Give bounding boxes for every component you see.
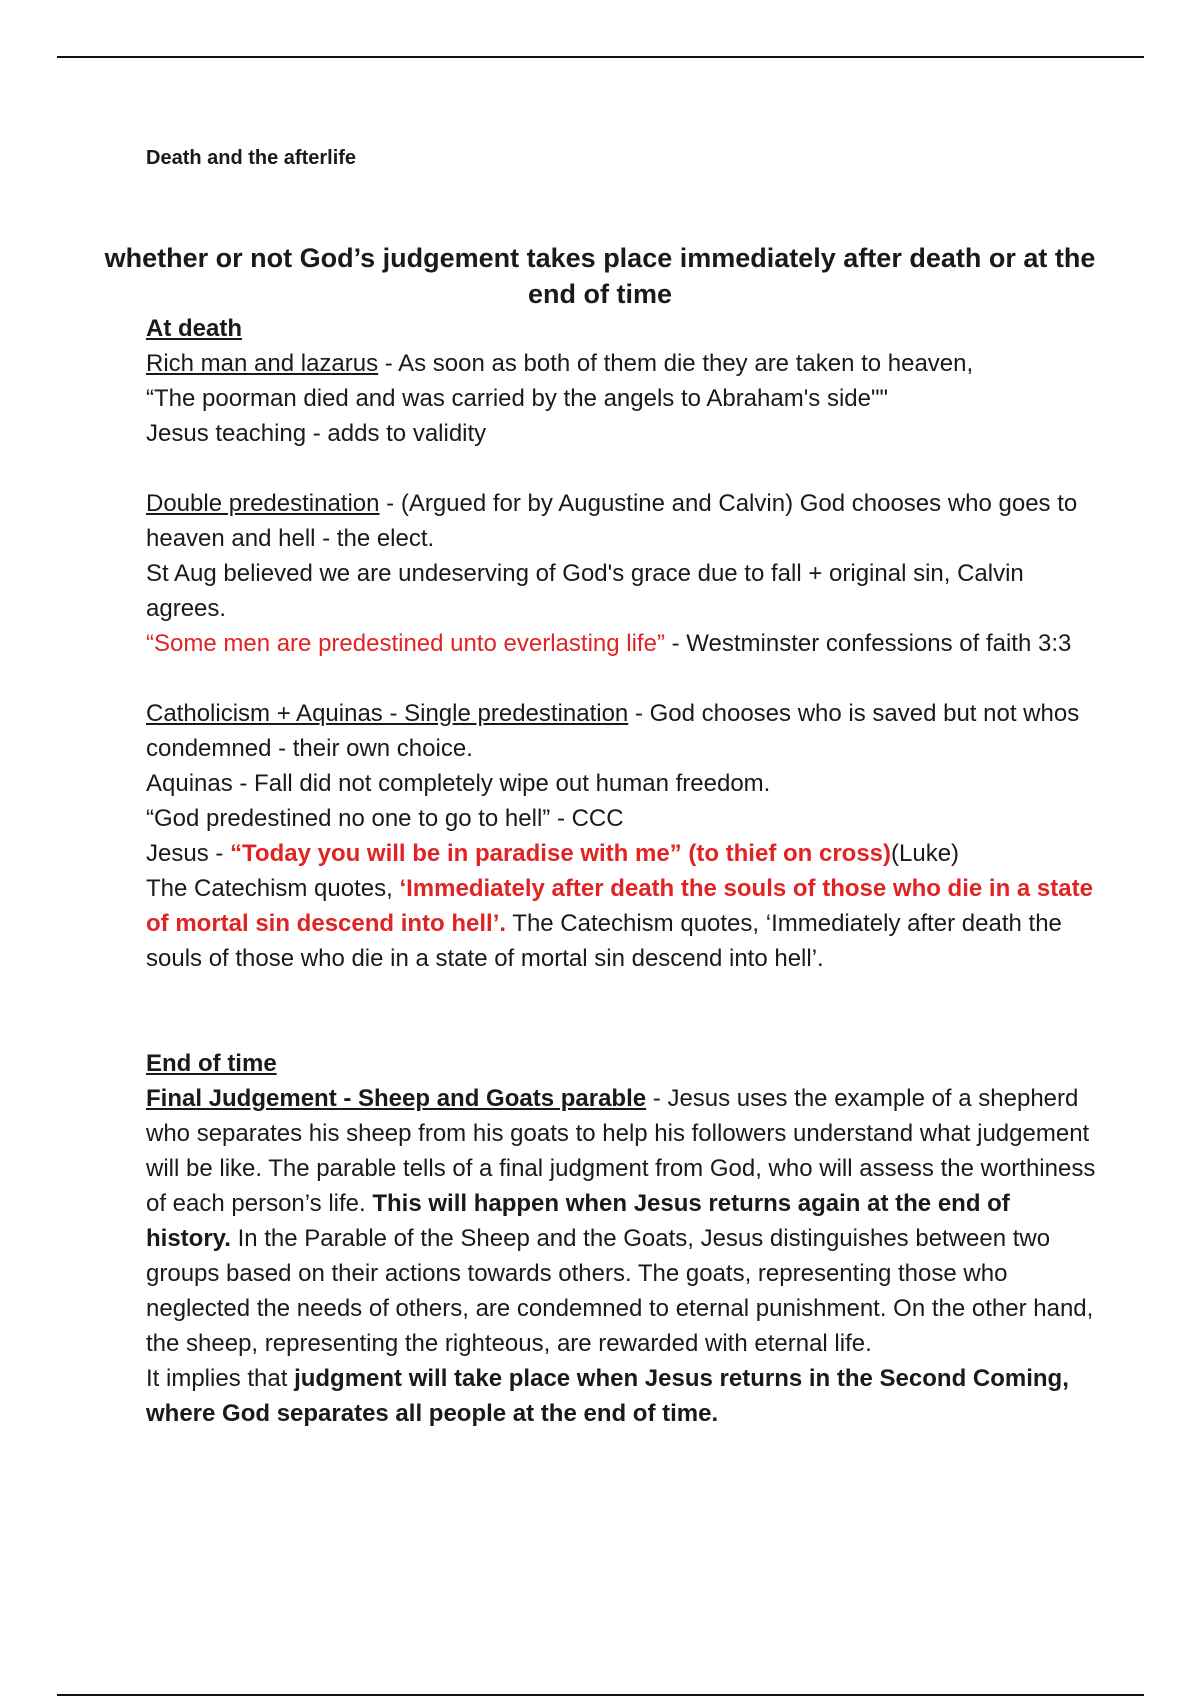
jesus-suffix: (Luke) <box>891 840 960 867</box>
sheep-goats-bold-1: This will happen when Jesus returns again at the end of history. <box>146 1190 1010 1252</box>
ccc-quote: “God predestined no one to go to hell” - CCC <box>146 805 624 832</box>
paragraph-rich-man <box>146 346 1096 381</box>
page-title: whether or not God’s judgement takes place immediately after death or at the end of time <box>104 243 1096 309</box>
implies-bold: judgment will take place when Jesus returns in the Second Coming, where God separates all people at the end of time. <box>146 1365 1069 1427</box>
paragraph-jesus-thief <box>146 836 1096 871</box>
bottom-rule <box>57 1694 1144 1696</box>
implies-prefix: It implies that <box>146 1365 295 1392</box>
paragraph-westminster <box>146 626 1096 661</box>
catechism-quote-red: ‘Immediately after death the souls of those who die in a state of mortal sin descend into hell’. <box>146 875 1093 937</box>
double-predestination-text: - (Argued for by Augustine and Calvin) God chooses who goes to heaven and hell - the elect. <box>146 490 1078 552</box>
rich-man-text: - As soon as both of them die they are taken to heaven, <box>378 350 974 377</box>
spacer <box>146 976 1096 1046</box>
single-predestination-text: - God chooses who is saved but not whos condemned - their own choice. <box>146 700 1080 762</box>
jesus-prefix: Jesus - <box>146 840 231 867</box>
aquinas-text: Aquinas - Fall did not completely wipe out human freedom. <box>146 770 771 797</box>
sheep-goats-text-1: - Jesus uses the example of a shepherd who separates his sheep from his goats to help his followers understand what judgement will be like. The parable tells of a final judgment from God, who will assess the worthiness of each person’s life. <box>146 1085 1096 1217</box>
jesus-paradise-quote: “Today you will be in paradise with me” (to thief on cross) <box>230 840 892 867</box>
document-header-label: Death and the afterlife <box>146 147 357 169</box>
augustine-text: St Aug believed we are undeserving of God's grace due to fall + original sin, Calvin agrees. <box>146 560 1024 622</box>
term-rich-man-lazarus: Rich man and lazarus <box>146 350 379 377</box>
term-single-predestination: Catholicism + Aquinas - Single predestination <box>146 700 629 727</box>
term-double-predestination: Double predestination <box>146 490 380 517</box>
westminster-quote: “Some men are predestined unto everlasting life” <box>146 630 665 657</box>
westminster-source: - Westminster confessions of faith 3:3 <box>664 630 1072 657</box>
spacer <box>146 451 1096 486</box>
rich-man-note: Jesus teaching - adds to validity <box>146 420 487 447</box>
term-final-judgement: Final Judgement - Sheep and Goats parable <box>146 1085 647 1112</box>
spacer <box>146 661 1096 696</box>
rich-man-quote: “The poorman died and was carried by the angels to Abraham's side"" <box>146 385 889 412</box>
paragraph-sheep-goats <box>146 1081 1096 1361</box>
document-body <box>146 311 1096 1431</box>
paragraph-double-predestination <box>146 486 1096 556</box>
catechism-prefix: The Catechism quotes, <box>146 875 400 902</box>
paragraph-catechism <box>146 871 1096 976</box>
section-heading-end-of-time: End of time <box>146 1050 277 1077</box>
sheep-goats-text-2: In the Parable of the Sheep and the Goats, Jesus distinguishes between two groups based on their actions towards others. The goats, representing those who neglected the needs of others, are condemned to eternal punishment. On the other hand, the sheep, representing the righteous, are rewarded with eternal life. <box>146 1225 1094 1357</box>
paragraph-implies <box>146 1361 1096 1431</box>
top-rule <box>57 56 1144 58</box>
paragraph-single-predestination <box>146 696 1096 766</box>
section-heading-at-death: At death <box>146 315 242 342</box>
catechism-quote-repeat: The Catechism quotes, ‘Immediately after death the souls of those who die in a state of mortal sin descend into hell’. <box>146 910 1062 972</box>
